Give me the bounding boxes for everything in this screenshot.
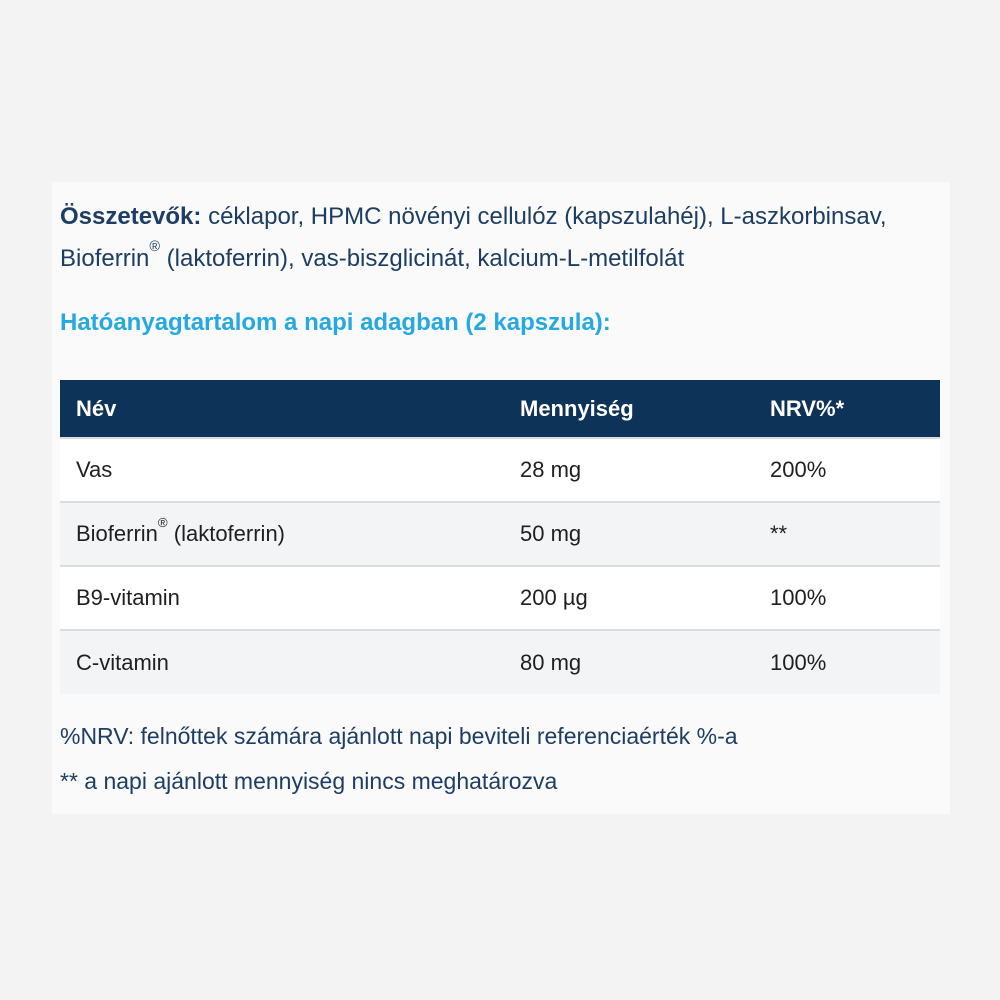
cell-name: [60, 502, 504, 566]
table-row-b9-vitamin: [60, 566, 940, 630]
cell-name: C-vitamin: [76, 649, 169, 675]
cell-nrv: 100%: [770, 649, 827, 675]
table-header-row: [60, 380, 940, 438]
cell-amount: 80 mg: [520, 649, 582, 675]
table-row-bioferrin: [60, 502, 940, 566]
cell-amount: 50 mg: [520, 521, 582, 546]
cell-name-text: Bioferrin: [76, 521, 158, 546]
footnotes: [60, 714, 950, 804]
ingredients-paragraph: [60, 196, 934, 280]
column-header-nrv: NRV%*: [754, 380, 940, 438]
table-row-c-vitamin: [60, 630, 940, 694]
cell-name-suffix: (laktoferrin): [167, 521, 285, 546]
ingredients-label: Összetevők:: [60, 203, 202, 230]
asterisk-footnote: ** a napi ajánlott mennyiség nincs meghatározva: [60, 768, 558, 794]
cell-amount: 200 µg: [520, 585, 588, 610]
cell-name: Vas: [76, 457, 113, 482]
ingredients-text-part1: céklapor, HPMC növényi cellulóz (kapszulahéj), L-aszkorbinsav, Bioferrin: [60, 203, 887, 272]
product-info-panel: [52, 182, 950, 814]
cell-nrv: **: [770, 521, 788, 546]
cell-nrv: 100%: [770, 585, 827, 610]
nutrition-table: [60, 380, 940, 694]
cell-name: B9-vitamin: [76, 585, 180, 610]
cell-amount: 28 mg: [520, 457, 582, 482]
table-row-vas: [60, 438, 940, 502]
column-header-name: Név: [60, 380, 504, 438]
nrv-footnote: %NRV: felnőttek számára ajánlott napi beviteli referenciaérték %-a: [60, 723, 738, 749]
ingredients-text-part2: (laktoferrin), vas-biszglicinát, kalcium-L-metilfolát: [159, 245, 685, 272]
cell-nrv: 200%: [770, 457, 827, 482]
column-header-amount: Mennyiség: [504, 380, 754, 438]
active-ingredients-heading: Hatóanyagtartalom a napi adagban (2 kapszula):: [60, 309, 611, 336]
registered-trademark-icon: ®: [157, 514, 168, 530]
registered-trademark-icon: ®: [149, 238, 160, 255]
